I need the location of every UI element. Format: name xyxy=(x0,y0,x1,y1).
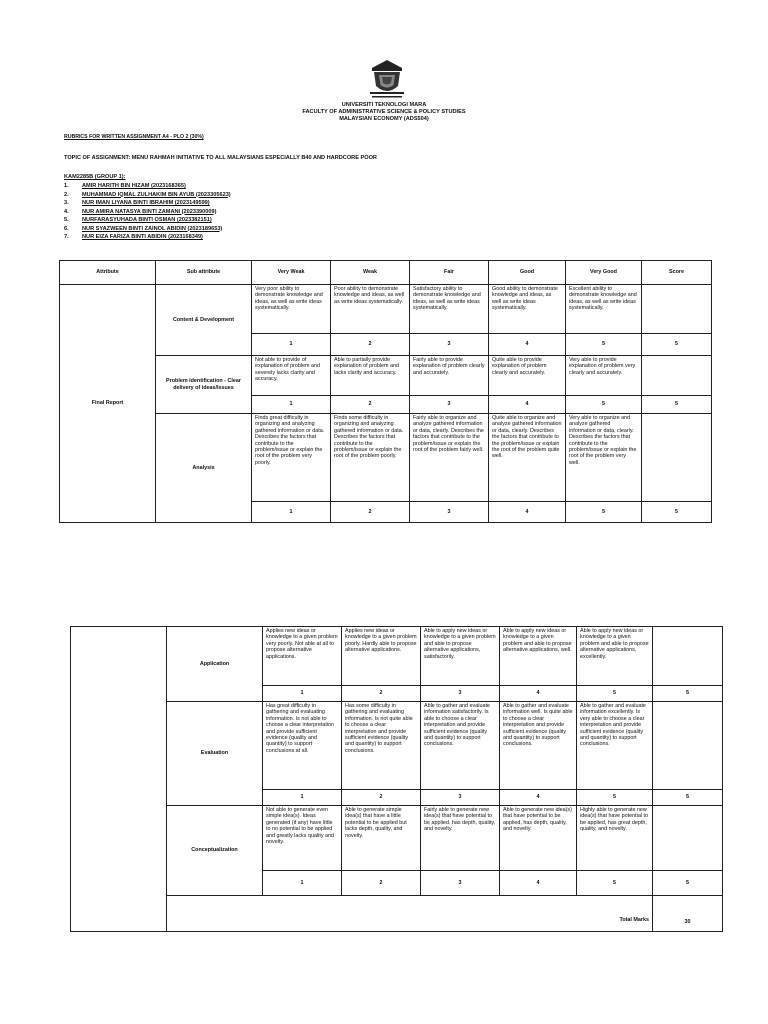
member-item: 4. NUR AMIRA NATASYA BINTI ZAMANI (2023390009) xyxy=(64,208,217,215)
scale-value: 2 xyxy=(331,502,410,523)
descriptor-cell: Able to gather and evaluate information well. Is quite able to choose a clear interpretation and provide sufficient evidence (quality and quantity) to support conclusions. xyxy=(500,702,577,790)
attribute-cell-empty xyxy=(71,627,167,932)
descriptor-cell: Able to apply new ideas or knowledge to a given problem and able to propose alternative applications, well. xyxy=(500,627,577,686)
table-row xyxy=(71,702,723,790)
descriptor-cell: Not able to provide of explanation of problem and severely lacks clarity and accuracy. xyxy=(252,356,331,396)
scale-value: 3 xyxy=(410,502,489,523)
scale-value: 1 xyxy=(252,333,331,355)
scale-value: 5 xyxy=(566,396,642,414)
score-cell-empty xyxy=(653,806,723,871)
sub-attribute-cell: Content & Development xyxy=(156,285,252,356)
scale-value: 3 xyxy=(410,333,489,355)
member-item: 6. NUR SYAZWEEN BINTI ZAINOL ABIDIN (2023189653) xyxy=(64,225,223,232)
score-value: 5 xyxy=(653,790,723,806)
member-item: 7. NUR EIZA FARIZA BINTI ABIDIN (2023168349) xyxy=(64,234,203,240)
scale-value: 4 xyxy=(500,686,577,702)
descriptor-cell: Able to gather and evaluate information satisfactorily. Is able to choose a clear interpretation and provide sufficient evidence (quality and quantity) to support conclusions. xyxy=(421,702,500,790)
score-value: 5 xyxy=(642,333,712,355)
descriptor-cell: Very able to provide explanation of problem very clearly and accurately. xyxy=(566,356,642,396)
assignment-topic: TOPIC OF ASSIGNMENT: MENU RAHMAH INITIATIVE TO ALL MALAYSIANS ESPECIALLY B40 AND HARDCORE POOR xyxy=(64,155,377,161)
scale-value: 4 xyxy=(489,333,566,355)
descriptor-cell: Finds some difficulty in organizing and analyzing gathered information or data. Describes the factors that contribute to the problem/issue or explain the root of the problem poorly. xyxy=(331,414,410,502)
descriptor-cell: Able to apply new ideas or knowledge to a given problem and able to propose alternative applications, satisfactorily. xyxy=(421,627,500,686)
score-value: 5 xyxy=(642,502,712,523)
score-cell-empty xyxy=(642,414,712,502)
descriptor-cell: Applies new ideas or knowledge to a given problem poorly. Hardly able to propose alternative applications. xyxy=(342,627,421,686)
scale-value: 3 xyxy=(421,790,500,806)
scale-value: 2 xyxy=(342,871,421,896)
descriptor-cell: Fairly able to organize and analyze gathered information or data, clearly. Describes the factors that contribute to the problem/issue or explain the root of the problem fairly well. xyxy=(410,414,489,502)
descriptor-cell: Finds great difficulty in organizing and analyzing gathered information or data. Describes the factors that contribute to the problem/issue or explain the root of the problem very poorly. xyxy=(252,414,331,502)
descriptor-cell: Able to generate new idea(s) that have potential to be applied, has depth, quality, and novelty. xyxy=(500,806,577,871)
descriptor-cell: Able to apply new ideas or knowledge to a given problem and able to propose alternative applications, excellently. xyxy=(577,627,653,686)
descriptor-cell: Poor ability to demonstrate knowledge and ideas, as well as write ideas systematically. xyxy=(331,285,410,334)
table-header-row xyxy=(60,261,712,285)
scale-value: 4 xyxy=(489,502,566,523)
scale-value: 5 xyxy=(577,686,653,702)
descriptor-cell: Able to partially provide explanation of problem and lacks clarity and accuracy. xyxy=(331,356,410,396)
attribute-cell: Final Report xyxy=(60,285,156,523)
scale-value: 4 xyxy=(500,871,577,896)
sub-attribute-cell: Application xyxy=(167,627,263,702)
descriptor-cell: Not able to generate even simple idea(s). Ideas generated (if any) have little to no potential to be applied and greatly lacks quality and novelty. xyxy=(263,806,342,871)
rubric-table-page2 xyxy=(70,626,723,932)
scale-value: 1 xyxy=(263,790,342,806)
scale-value: 4 xyxy=(500,790,577,806)
header-very-good: Very Good xyxy=(566,261,642,285)
score-value: 5 xyxy=(653,871,723,896)
total-marks-label: Total Marks xyxy=(577,896,653,932)
sub-attribute-cell: Conceptualization xyxy=(167,806,263,896)
descriptor-cell: Fairly able to generate new idea(s) that have potential to be applied, has depth, quality, and novelty. xyxy=(421,806,500,871)
table-row xyxy=(60,414,712,502)
table-row xyxy=(60,356,712,396)
score-cell-empty xyxy=(642,356,712,396)
header-very-weak: Very Weak xyxy=(252,261,331,285)
scale-value: 5 xyxy=(566,333,642,355)
university-logo xyxy=(366,58,408,102)
scale-value: 1 xyxy=(263,871,342,896)
scale-value: 1 xyxy=(252,396,331,414)
descriptor-cell: Very poor ability to demonstrate knowledge and ideas, as well as write ideas systematically. xyxy=(252,285,331,334)
sub-attribute-cell: Problem identification - Clear delivery of ideas/Issues xyxy=(156,356,252,414)
header-weak: Weak xyxy=(331,261,410,285)
header-sub-attribute: Sub attribute xyxy=(156,261,252,285)
scale-value: 5 xyxy=(577,871,653,896)
scale-value: 5 xyxy=(577,790,653,806)
descriptor-cell: Very able to organize and analyze gathered information or data, clearly. Describes the factors that contribute to the problem/issue or explain the root of the problem very well. xyxy=(566,414,642,502)
scale-value: 1 xyxy=(263,686,342,702)
score-value: 5 xyxy=(642,396,712,414)
scale-value: 3 xyxy=(410,396,489,414)
rubric-table-page1 xyxy=(59,260,712,523)
header-attribute: Attribute xyxy=(60,261,156,285)
faculty-name: FACULTY OF ADMINISTRATIVE SCIENCE & POLICY STUDIES xyxy=(302,109,466,115)
score-value: 5 xyxy=(653,686,723,702)
descriptor-cell: Satisfactory ability to demonstrate knowledge and ideas, as well as write ideas systematically. xyxy=(410,285,489,334)
descriptor-cell: Quite able to provide explanation of problem clearly and accurately. xyxy=(489,356,566,396)
scale-value: 2 xyxy=(342,686,421,702)
scale-value: 2 xyxy=(342,790,421,806)
scale-value: 3 xyxy=(421,686,500,702)
scale-value: 5 xyxy=(566,502,642,523)
descriptor-cell: Applies new ideas or knowledge to a given problem very poorly. Not able at all to propose alternative applications. xyxy=(263,627,342,686)
descriptor-cell: Fairly able to provide explanation of problem clearly and accurately. xyxy=(410,356,489,396)
descriptor-cell: Highly able to generate new idea(s) that have potential to be applied, has great depth, quality, and novelty. xyxy=(577,806,653,871)
sub-attribute-cell: Evaluation xyxy=(167,702,263,806)
header-score: Score xyxy=(642,261,712,285)
sub-attribute-cell: Analysis xyxy=(156,414,252,523)
descriptor-cell: Able to generate simple idea(s) that have a little potential to be applied but lacks depth, quality, and novelty. xyxy=(342,806,421,871)
scale-value: 2 xyxy=(331,396,410,414)
total-marks-value: 30 xyxy=(653,896,723,932)
table-row xyxy=(71,627,723,686)
member-item: 3. NUR IMAN LIYANA BINTI IBRAHIM (2023149599) xyxy=(64,200,210,206)
course-name: MALAYSIAN ECONOMY (ADS504) xyxy=(339,116,429,122)
member-item: 1. AMIR HARITH BIN HIZAM (2023168365) xyxy=(64,183,186,189)
descriptor-cell: Has some difficulty in gathering and evaluating information. Is not quite able to choose a clear interpretation and provide sufficient evidence (quality and quantity) to support conclusions. xyxy=(342,702,421,790)
university-name: UNIVERSITI TEKNOLOGI MARA xyxy=(341,102,427,108)
descriptor-cell: Excellent ability to demonstrate knowledge and ideas, as well as write ideas systematically. xyxy=(566,285,642,334)
score-cell-empty xyxy=(653,627,723,686)
descriptor-cell: Good ability to demonstrate knowledge and ideas, as well as write ideas systematically. xyxy=(489,285,566,334)
group-label: KAM2285B (GROUP 1): xyxy=(64,174,126,180)
member-item: 2. MUHAMMAD IQMAL ZULHAKIM BIN AYUB (2023305623) xyxy=(64,191,231,198)
member-list xyxy=(64,182,231,242)
table-row xyxy=(60,285,712,334)
header-fair: Fair xyxy=(410,261,489,285)
descriptor-cell: Has great difficulty in gathering and evaluating information. Is not able to choose a clear interpretation and provide sufficient evidence (quality and quantity) to support conclusions at all. xyxy=(263,702,342,790)
total-row xyxy=(71,896,723,932)
descriptor-cell: Able to gather and evaluate information excellently. Is very able to choose a clear interpretation and provide sufficient evidence (quality and quantity) to support conclusions. xyxy=(577,702,653,790)
scale-value: 1 xyxy=(252,502,331,523)
score-cell-empty xyxy=(642,285,712,334)
descriptor-cell: Quite able to organize and analyze gathered information or data, clearly. Describes the factors that contribute to the problem/issue or explain the root of the problem quite well. xyxy=(489,414,566,502)
total-spacer xyxy=(167,896,577,932)
score-cell-empty xyxy=(653,702,723,790)
scale-value: 2 xyxy=(331,333,410,355)
scale-value: 3 xyxy=(421,871,500,896)
rubrics-title: RUBRICS FOR WRITTEN ASSIGNMENT A4 - PLO 2 (30%) xyxy=(64,134,204,140)
scale-value: 4 xyxy=(489,396,566,414)
table-row xyxy=(71,806,723,871)
header-good: Good xyxy=(489,261,566,285)
member-item: 5. NURFARASYUHADA BINTI OSMAN (2023382151) xyxy=(64,217,212,223)
